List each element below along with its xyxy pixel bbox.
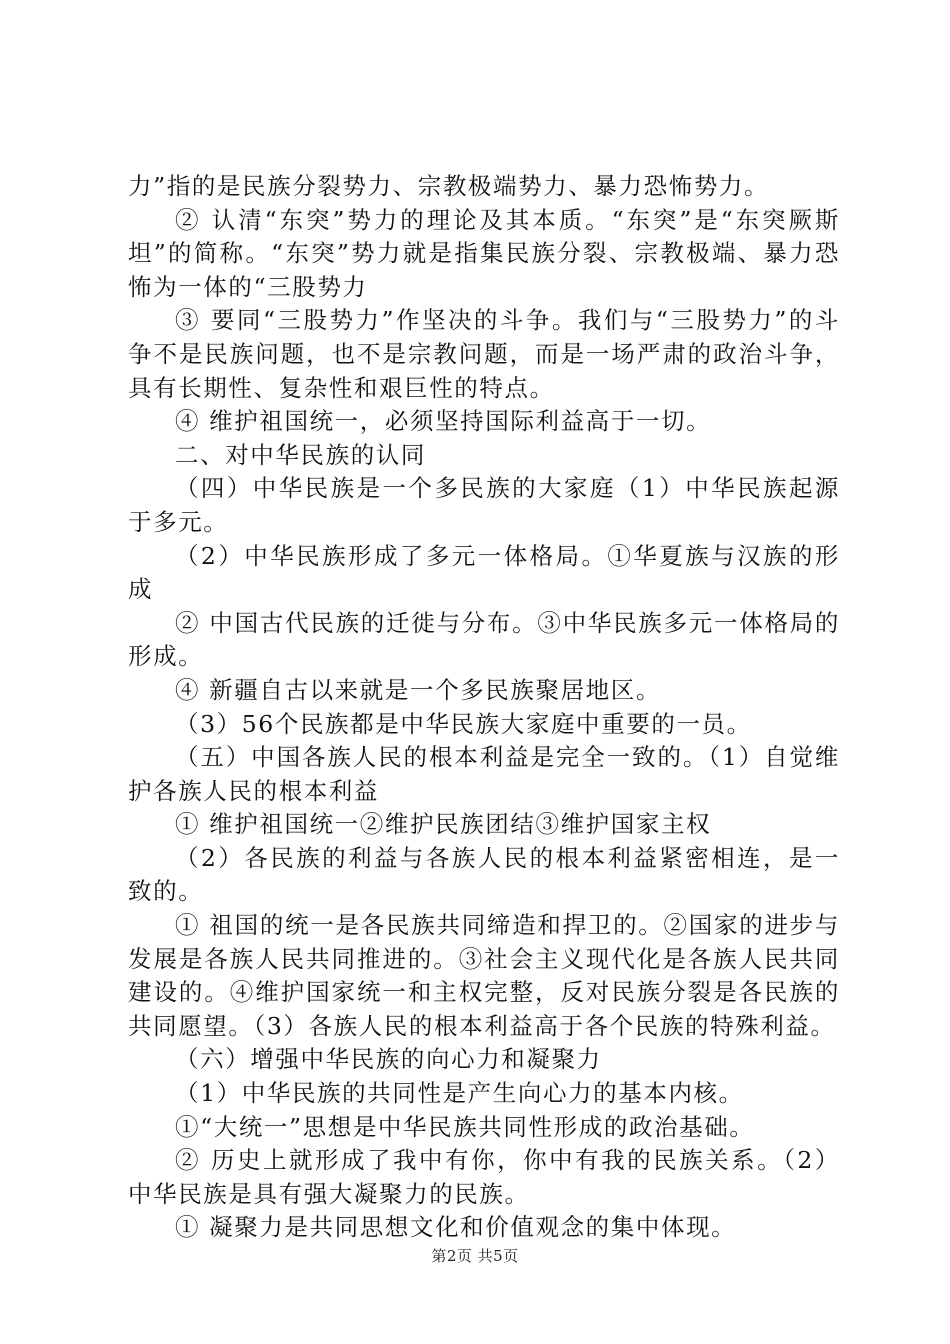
paragraph: ④ 新疆自古以来就是一个多民族聚居地区。 [175, 675, 661, 704]
paragraph: ② 认清“东突”势力的理论及其本质。“东突”是“东突厥斯坦”的简称。“东突”势力就是指集民族分裂、宗教极端、暴力恐怖为一体的“三股势力 [128, 205, 840, 301]
paragraph: （2）中华民族形成了多元一体格局。①华夏族与汉族的形成 [128, 541, 840, 604]
paragraph: （3）56个民族都是中华民族大家庭中重要的一员。 [175, 709, 752, 738]
paragraph: ② 历史上就形成了我中有你，你中有我的民族关系。（2）中华民族是具有强大凝聚力的民族。 [128, 1146, 840, 1208]
paragraph: （1）中华民族的共同性是产生向心力的基本内核。 [175, 1079, 744, 1108]
paragraph: （四）中华民族是一个多民族的大家庭（1）中华民族起源于多元。 [128, 474, 840, 536]
page-number-label: 第2页 共5页 [431, 1247, 519, 1265]
paragraph: （六）增强中华民族的向心力和凝聚力 [175, 1045, 602, 1074]
paragraph: ① 凝聚力是共同思想文化和价值观念的集中体现。 [175, 1213, 737, 1242]
paragraph: ③ 要同“三股势力”作坚决的斗争。我们与“三股势力”的斗争不是民族问题，也不是宗教问题，而是一场严肃的政治斗争，具有长期性、复杂性和艰巨性的特点。 [128, 306, 840, 402]
paragraph: （2）各民族的利益与各族人民的根本利益紧密相连，是一致的。 [128, 843, 840, 906]
paragraph: ① 祖国的统一是各民族共同缔造和捍卫的。②国家的进步与发展是各族人民共同推进的。③社会主义现代化是各族人民共同建设的。④维护国家统一和主权完整，反对民族分裂是各民族的共同愿望。（3）各族人民的根本利益高于各个民族的特殊利益。 [128, 911, 840, 1040]
paragraph: ② 中国古代民族的迁徙与分布。③中华民族多元一体格局的形成。 [128, 608, 840, 671]
section-heading: 二、对中华民族的认同 [175, 440, 426, 469]
paragraph: 力”指的是民族分裂势力、宗教极端势力、暴力恐怖势力。 [128, 172, 770, 200]
paragraph: ④ 维护祖国统一，必须坚持国际利益高于一切。 [175, 407, 712, 436]
paragraph: （五）中国各族人民的根本利益是完全一致的。（1）自觉维护各族人民的根本利益 [128, 743, 840, 805]
paragraph: ① 维护祖国统一②维护民族团结③维护国家主权 [175, 810, 712, 839]
paragraph: ①“大统一”思想是中华民族共同性形成的政治基础。 [175, 1112, 755, 1141]
page-footer [0, 1245, 950, 1266]
document-body [128, 170, 840, 1245]
